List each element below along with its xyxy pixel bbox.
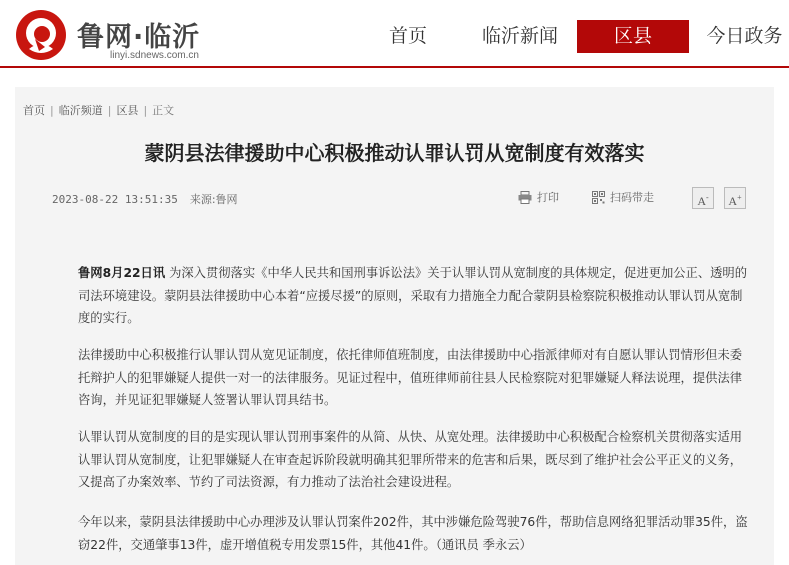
nav-gov-affairs[interactable]: 今日政务 xyxy=(706,25,783,47)
print-button[interactable] xyxy=(518,189,559,205)
breadcrumb-home[interactable]: 首页 xyxy=(23,104,45,117)
article-container xyxy=(15,87,774,565)
qr-label: 扫码带走 xyxy=(610,191,654,204)
site-url: linyi.sdnews.com.cn xyxy=(110,50,199,61)
article-paragraph xyxy=(78,426,750,494)
qr-code-icon xyxy=(592,191,605,204)
nav-district[interactable]: 区县 xyxy=(577,20,689,53)
article-lead: 鲁网8月22日讯 xyxy=(78,266,166,280)
font-decrease-label: A xyxy=(697,194,706,208)
font-increase-label: A xyxy=(728,194,738,208)
font-increase-button[interactable]: A+ xyxy=(724,187,746,209)
site-name: 鲁网·临沂 xyxy=(77,22,201,53)
article-paragraph xyxy=(78,262,750,330)
site-header xyxy=(0,0,789,68)
nav-home[interactable]: 首页 xyxy=(388,25,427,47)
breadcrumb-separator: | xyxy=(50,104,54,117)
article-paragraph-3-text: 认罪认罚从宽制度的目的是实现认罪认罚刑事案件的从简、从快、从宽处理。法律援助中心积极配合检察机关贯彻落实适用认罪认罚从宽制度，让犯罪嫌疑人在审查起诉阶段就明确其犯罪所带来的危害和后果，既尽到了维护社会公平正义的义务，又提高了办案效率、节约了司法资源，有力推动了法治社会建设进程。 xyxy=(78,430,743,489)
font-decrease-button[interactable]: A- xyxy=(692,187,714,209)
breadcrumb-separator: | xyxy=(143,104,148,117)
article-paragraph xyxy=(78,344,750,412)
article-paragraph xyxy=(78,511,750,556)
breadcrumb-current: 正文 xyxy=(152,104,175,117)
article-paragraph-2-text: 法律援助中心积极推行认罪认罚从宽见证制度，依托律师值班制度，由法律援助中心指派律师对有自愿认罪认罚情形但未委托辩护人的犯罪嫌疑人提供一对一的法律服务。见证过程中，值班律师前往县人民检察院对犯罪嫌疑人释法说理，提供法律咨询，并见证犯罪嫌疑人签署认罪认罚具结书。 xyxy=(78,348,743,407)
print-icon xyxy=(518,191,532,204)
breadcrumb xyxy=(23,102,174,118)
header-divider xyxy=(0,66,789,68)
main-nav xyxy=(0,20,789,53)
nav-linyi-news[interactable]: 临沂新闻 xyxy=(481,25,558,47)
article-datetime: 2023-08-22 13:51:35 xyxy=(52,193,178,206)
article-source: 来源:鲁网 xyxy=(189,193,238,206)
article-paragraph-1-text: 为深入贯彻落实《中华人民共和国刑事诉讼法》关于认罪认罚从宽制度的具体规定，促进更加公正、透明的司法环境建设。蒙阴县法律援助中心本着“应援尽援”的原则，采取有力措施全力配合蒙阴县检察院积极推动认罪认罚从宽制度的实行。 xyxy=(78,266,748,325)
print-label: 打印 xyxy=(537,191,559,204)
article-title: 蒙阴县法律援助中心积极推动认罪认罚从宽制度有效落实 xyxy=(144,141,645,165)
article-meta xyxy=(52,191,238,207)
breadcrumb-separator: | xyxy=(107,104,112,117)
qr-share-button[interactable] xyxy=(592,189,654,205)
breadcrumb-channel[interactable]: 临沂频道 xyxy=(58,104,103,117)
article-paragraph-4-text: 今年以来，蒙阴县法律援助中心办理涉及认罪认罚案件202件，其中涉嫌危险驾驶76件，帮助信息网络犯罪活动罪35件，盗窃22件，交通肇事13件，虚开增值税专用发票15件，其他41件。（通讯员 季永云） xyxy=(78,515,748,552)
breadcrumb-district[interactable]: 区县 xyxy=(116,104,139,117)
